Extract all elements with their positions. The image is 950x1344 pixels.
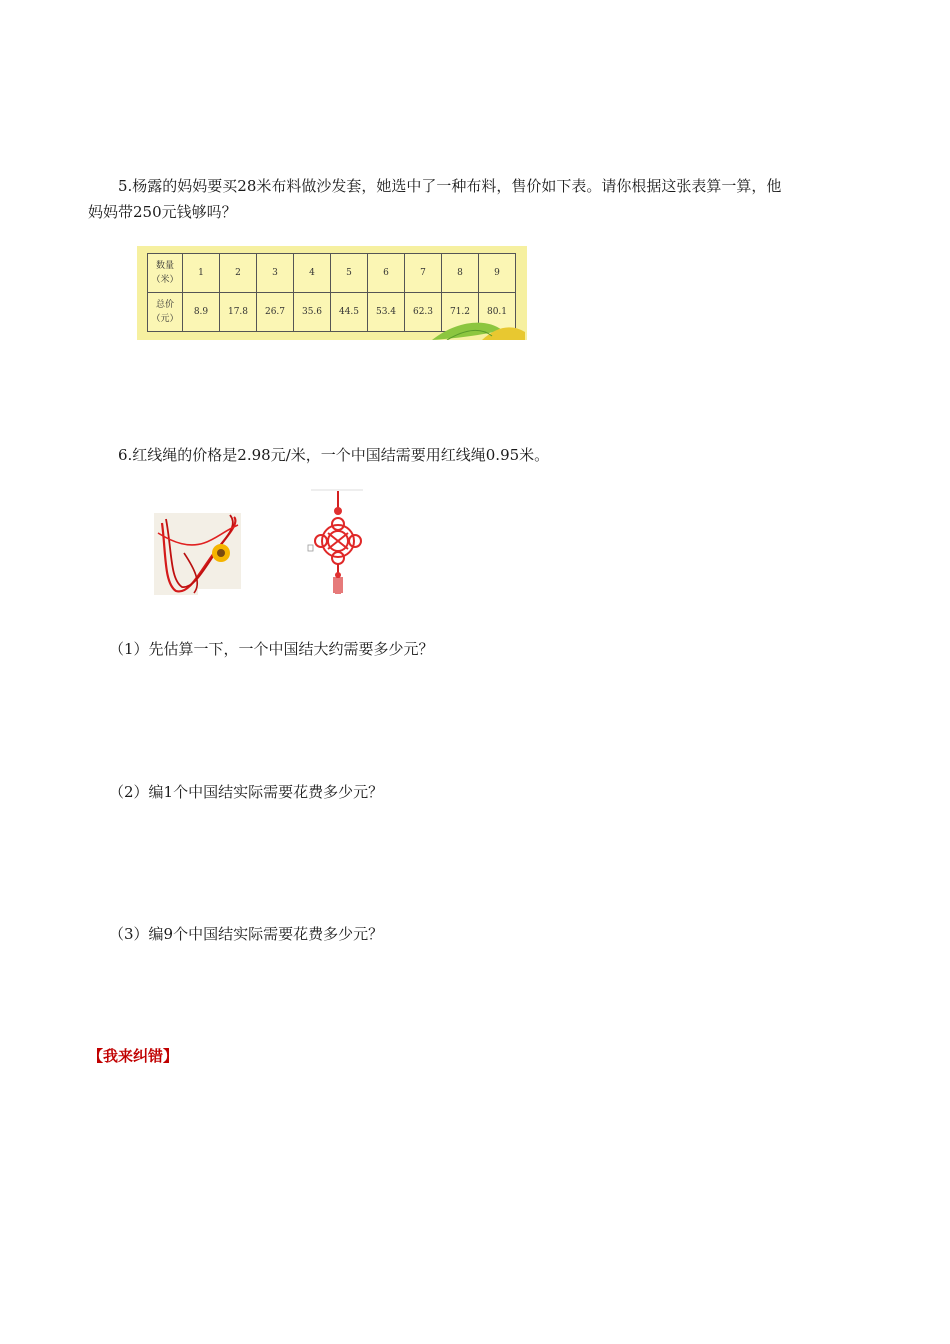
price-cell: 35.6: [294, 293, 331, 332]
chinese-knot-icon: [303, 489, 369, 595]
price-cell: 17.8: [220, 293, 257, 332]
sub-question-1: （1）先估算一下，一个中国结大约需要多少元？: [109, 640, 434, 658]
price-table-picture: [137, 246, 527, 340]
price-header: [148, 293, 183, 332]
quantity-row: [148, 254, 516, 293]
price-header-unit: （元）: [151, 314, 179, 324]
quantity-cell: 6: [368, 254, 405, 293]
quantity-cell: 4: [294, 254, 331, 293]
price-cell: 53.4: [368, 293, 405, 332]
red-rope-icon: [154, 513, 241, 595]
quantity-header: [148, 254, 183, 293]
quantity-cell: 1: [183, 254, 220, 293]
quantity-header-label: 数量: [155, 261, 174, 271]
question-5-line-1: 5.杨露的妈妈要买28米布料做沙发套，她选中了一种布料，售价如下表。请你根据这张表算一算，他: [118, 177, 782, 195]
quantity-header-unit: （米）: [151, 275, 179, 285]
quantity-cell: 3: [257, 254, 294, 293]
price-cell: 26.7: [257, 293, 294, 332]
section-heading: 【我来纠错】: [88, 1047, 179, 1065]
quantity-cell: 5: [331, 254, 368, 293]
quantity-cell: 8: [442, 254, 479, 293]
leaf-decoration-icon: [427, 316, 527, 340]
quantity-cell: 7: [405, 254, 442, 293]
price-cell: 62.3: [405, 293, 442, 332]
question-6-text: 6.红线绳的价格是2.98元/米，一个中国结需要用红线绳0.95米。: [118, 446, 550, 464]
quantity-cell: 9: [479, 254, 516, 293]
sub-question-3: （3）编9个中国结实际需要花费多少元？: [109, 925, 384, 943]
red-rope-picture: [154, 513, 241, 595]
sub-question-2: （2）编1个中国结实际需要花费多少元？: [109, 783, 384, 801]
price-cell: 71.2: [442, 293, 479, 332]
price-header-label: 总价: [155, 300, 174, 310]
chinese-knot-picture: [303, 489, 369, 595]
price-cell: 80.1: [479, 293, 516, 332]
quantity-cell: 2: [220, 254, 257, 293]
price-cell: 44.5: [331, 293, 368, 332]
question-5-line-2: 妈妈带250元钱够吗？: [88, 203, 237, 221]
price-cell: 8.9: [183, 293, 220, 332]
